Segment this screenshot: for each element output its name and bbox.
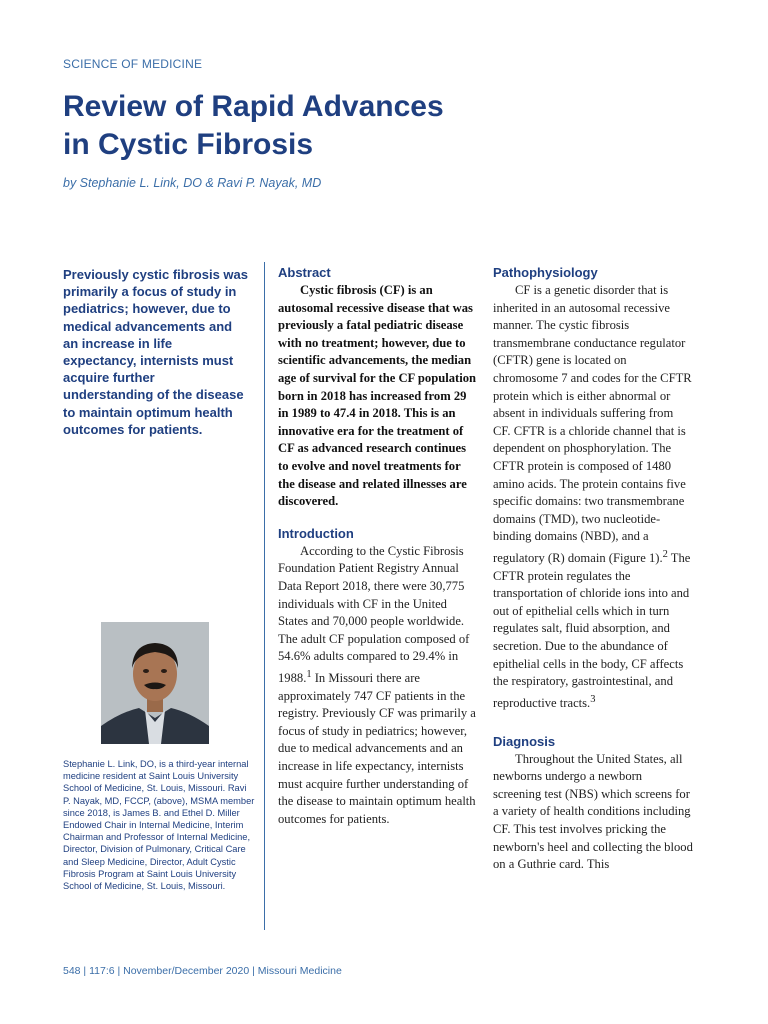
title-line-1: Review of Rapid Advances xyxy=(63,90,444,123)
title-line-2: in Cystic Fibrosis xyxy=(63,128,314,161)
introduction-heading: Introduction xyxy=(278,525,354,541)
pathophysiology-text-b: The CFTR protein regulates the transportation of chloride ions into and out of epithelial cells which in turn regulates salt, fluid absorption, and secretion. Due to the abundance of epithelial cells in the body, CF affects the respiratory, gastrointestinal, and reproductive tracts. xyxy=(493,551,691,711)
author-portrait-icon xyxy=(101,622,209,744)
author-caption: Stephanie L. Link, DO, is a third-year internal medicine resident at Saint Louis University School of Medicine, St. Louis, Missouri. Ravi P. Nayak, MD, FCCP, (above), MSMA member since 2018, is James B. and Ethel D. Miller Endowed Chair in Internal Medicine, Interim Chairman and Professor of Internal Medicine, Director, Division of Pulmonary, Critical Care and Sleep Medicine, Director, Adult Cystic Fibrosis Program at Saint Louis University School of Medicine, St. Louis, Missouri. xyxy=(63,759,255,892)
reference-1: 1 xyxy=(306,668,312,680)
article-title xyxy=(63,88,583,164)
page-footer: 548 | 117:6 | November/December 2020 | Missouri Medicine xyxy=(63,965,342,977)
spacer xyxy=(493,713,693,733)
introduction-text-a: According to the Cystic Fibrosis Foundation Patient Registry Annual Data Report 2018, there were 30,775 individuals with CF in the United States and 70,000 people worldwide. The adult CF population composed of 54.6% adults compared to 29.4% in 1988. xyxy=(278,543,470,686)
pathophysiology-text-a: CF is a genetic disorder that is inherited in an autosomal recessive manner. The cystic fibrosis transmembrane conductance regulator (CFTR) gene is located on chromosome 7 and codes for the CFTR protein which is either abnormal or absent in individuals suffering from CF. CFTR is a chloride channel that is dependent on phosphorylation. The CFTR protein is composed of 1480 amino acids. The protein contains five specific domains: two transmembrane domains (TMD), two nucleotide-binding domains (NBD), and a regulatory (R) domain (Figure 1). xyxy=(493,283,692,566)
byline: by Stephanie L. Link, DO & Ravi P. Nayak, MD xyxy=(63,176,322,190)
diagnosis-heading: Diagnosis xyxy=(493,733,556,749)
column-1 xyxy=(278,264,478,828)
spacer xyxy=(278,511,478,525)
pull-quote: Previously cystic fibrosis was primarily a focus of study in pediatrics; however, due to medical advancements and an increase in life expectancy, internists must acquire further understanding of the disease to maintain optimum health outcomes for patients. xyxy=(63,267,248,437)
introduction-text-b: In Missouri there are approximately 747 CF patients in the registry. Previously CF was primarily a focus of study in pediatrics; however, due to medical advancements and an increase in life expectancy, internists must acquire further understanding of the disease to maintain optimum health outcomes for patients. xyxy=(278,671,476,826)
pathophysiology-text xyxy=(493,282,693,713)
reference-2: 2 xyxy=(662,548,668,560)
abstract-heading: Abstract xyxy=(278,265,331,280)
author-photo xyxy=(101,622,209,744)
pathophysiology-heading: Pathophysiology xyxy=(493,265,598,280)
abstract-text: Cystic fibrosis (CF) is an autosomal recessive disease that was previously a fatal pediatric disease with no treatment; however, due to scientific advancements, the median age of survival for the CF population born in 2018 has increased from 29 in 1989 to 47.4 in 2018. This is an innovative era for the treatment of CF as advanced research continues to evolve and novel treatments for the disease and related illnesses are discovered. xyxy=(278,283,477,509)
column-divider xyxy=(264,262,265,930)
diagnosis-text: Throughout the United States, all newborns undergo a newborn screening test (NBS) which screens for a variety of health conditions including CF. This test involves pricking the newborn's heel and collecting the blood on a Guthrie card. This xyxy=(493,751,693,872)
introduction-text xyxy=(278,543,478,829)
section-kicker: SCIENCE OF MEDICINE xyxy=(63,57,203,71)
column-2 xyxy=(493,264,693,874)
reference-3: 3 xyxy=(590,693,596,705)
